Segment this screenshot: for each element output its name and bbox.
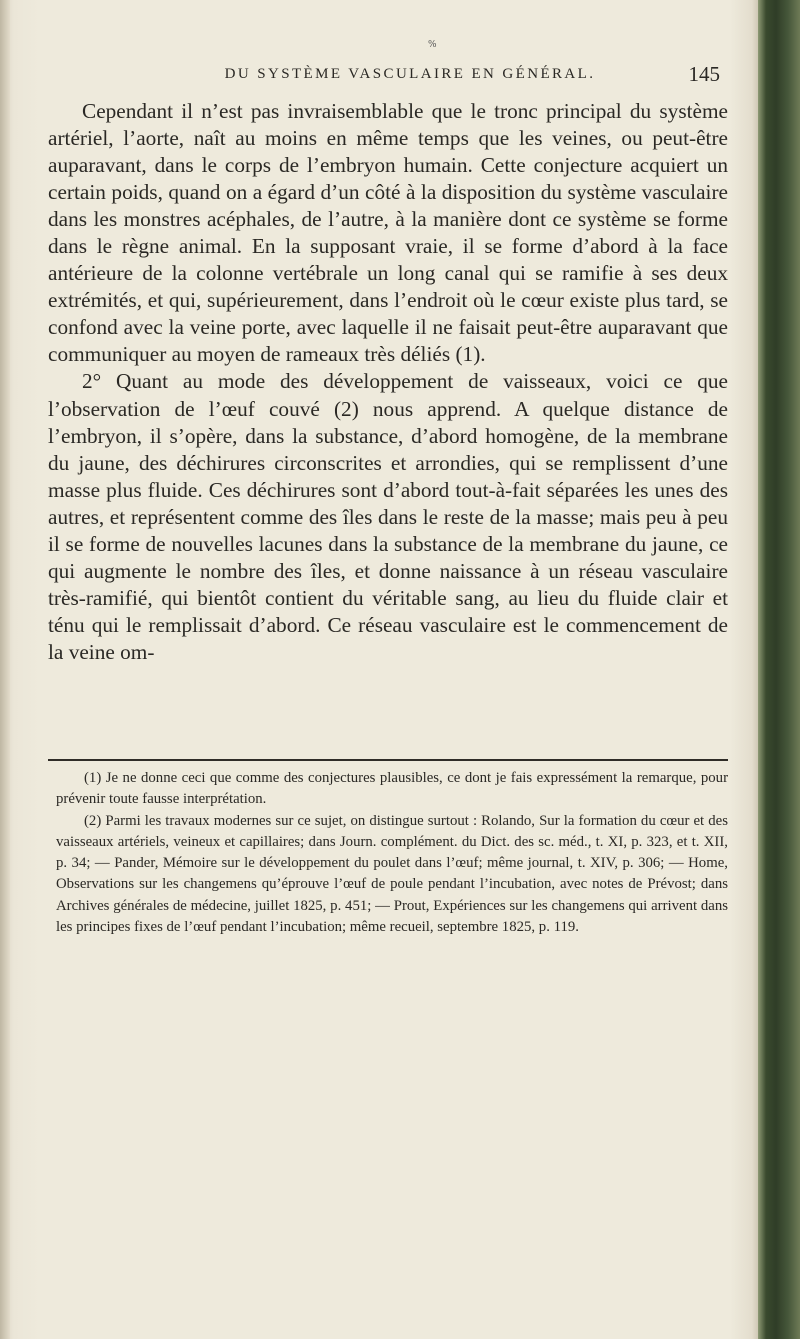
running-title: DU SYSTÈME VASCULAIRE EN GÉNÉRAL. — [224, 66, 596, 82]
footnote-2: (2) Parmi les travaux modernes sur ce sujet, on distingue surtout : Rolando, Sur la formation du cœur et des vaisseaux artériels, veineux et capillaires; dans Journ. complément. du Dict. des sc. méd., t. XI, p. 323, et t. XII, p. 34; — Pander, Mémoire sur le développement du poulet dans l’œuf; même journal, t. XIV, p. 306; — Home, Observations sur les changemens qu’éprouve l’œuf de poule pendant l’incubation, avec notes de Prévost; dans Archives générales de médecine, juillet 1825, p. 451; — Prout, Expériences sur les changemens qui arrivent dans les principes fixes de l’œuf pendant l’incubation; même recueil, septembre 1825, p. 119. — [56, 812, 728, 936]
page-number: 145 — [688, 62, 720, 86]
footnote-separator — [48, 759, 728, 761]
body-paragraph: Cependant il n’est pas invraisemblable que le tronc principal du système artériel, l’aorte, naît au moins en même temps que les veines, ou peut-être auparavant, dans le corps de l’embryon humain. Cette conjecture acquiert un certain poids, quand on a égard d’un côté à la disposition du système vasculaire dans les monstres acéphales, de l’autre, à la manière dont ce système se forme dans le règne animal. En la supposant vraie, il se forme d’abord à la face antérieure de la colonne vertébrale un long canal qui se ramifie à ses deux extrémités, et qui, supérieurement, dans l’endroit où le cœur existe plus tard, se confond avec la veine porte, avec laquelle il ne faisait peut-être auparavant que communiquer au moyen de rameaux très déliés (1). — [48, 99, 728, 367]
footnotes — [56, 768, 728, 938]
main-text — [48, 98, 728, 666]
body-paragraph: 2° Quant au mode des développement de vaisseaux, voici ce que l’observation de l’œuf couvé (2) nous apprend. A quelque distance de l’embryon, il s’opère, dans la substance, d’abord homogène, de la membrane du jaune, des déchirures circonscrites et arrondies, qui se remplissent d’une masse plus fluide. Ces déchirures sont d’abord tout-à-fait séparées les unes des autres, et représentent comme des îles dans le reste de la masse; mais peu à peu il se forme de nouvelles lacunes dans la substance de la membrane du jaune, ce qui augmente le nombre des îles, et donne naissance à un réseau vasculaire très-ramifié, qui bientôt contient du véritable sang, au lieu du fluide clair et ténu qui le remplissait d’abord. Ce réseau vasculaire est le commencement de la veine om- — [48, 369, 728, 664]
page-header — [100, 62, 720, 92]
footnote-1: (1) Je ne donne ceci que comme des conjectures plausibles, ce dont je fais expressément la remarque, pour prévenir toute fausse interprétation. — [56, 770, 728, 808]
printer-mark: % — [428, 40, 437, 50]
book-binding-edge — [758, 0, 800, 1339]
page-gutter-shadow — [0, 0, 10, 1339]
